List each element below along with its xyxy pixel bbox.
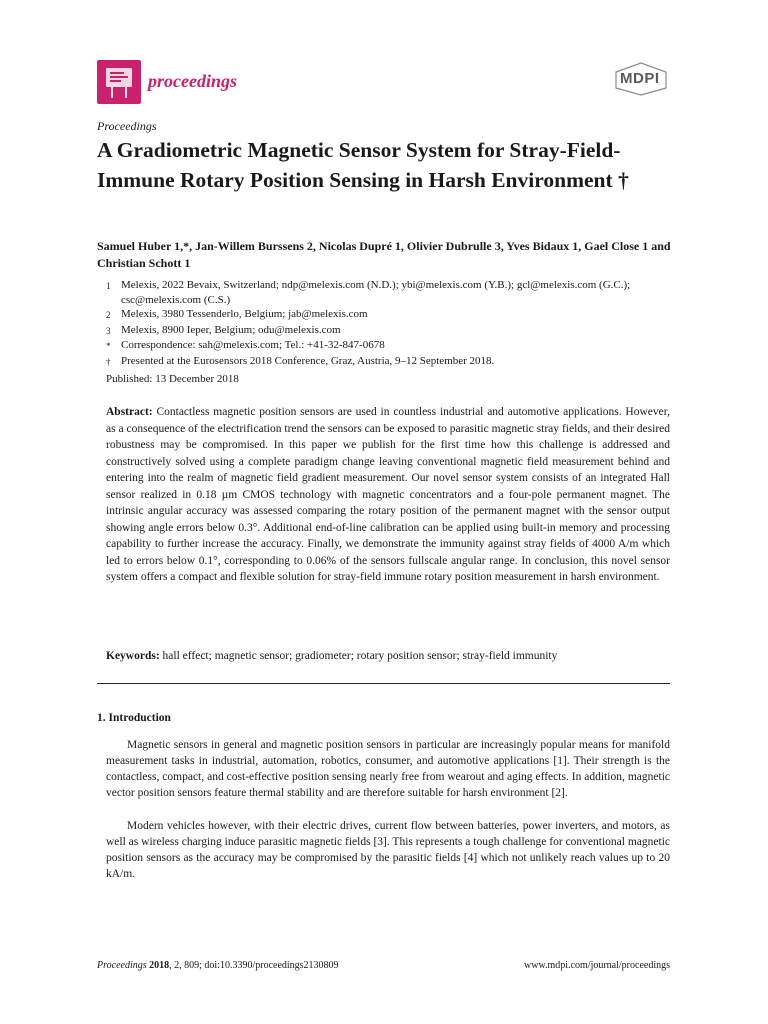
affiliation-text: Presented at the Eurosensors 2018 Conference, Graz, Austria, 9–12 September 2018. (121, 354, 495, 367)
paper-title: A Gradiometric Magnetic Sensor System for Stray-Field-Immune Rotary Position Sensing in Harsh Environment † (97, 138, 629, 192)
correspondence (106, 338, 666, 354)
abstract-label: Abstract: (106, 406, 153, 418)
affiliation-text: Melexis, 3980 Tessenderlo, Belgium; jab@melexis.com (121, 308, 368, 321)
keywords-label: Keywords: (106, 650, 160, 662)
affiliation-2 (106, 307, 666, 323)
journal-name: proceedings (148, 71, 237, 91)
affiliation-mark: 1 (106, 281, 111, 291)
conference-note (106, 354, 666, 370)
abstract (106, 404, 670, 586)
affiliation-text: Correspondence: sah@melexis.com; Tel.: +41-32-847-0678 (121, 339, 385, 352)
section-label: Proceedings (97, 119, 157, 133)
section-divider (97, 683, 670, 684)
proceedings-logo-icon (97, 60, 141, 104)
affiliations (106, 278, 666, 370)
keywords-text: hall effect; magnetic sensor; gradiometer; rotary position sensor; stray-field immunity (162, 650, 558, 662)
affiliation-text: Melexis, 8900 Ieper, Belgium; odu@melexis.com (121, 323, 341, 336)
footer-citation (97, 960, 339, 971)
affiliation-3 (106, 323, 666, 339)
affiliation-mark: * (106, 341, 111, 352)
introduction-heading: 1. Introduction (97, 712, 171, 724)
abstract-text: Contactless magnetic position sensors are used in countless industrial and automotive applications. However, as a consequence of the electrification trend the sensors can be exposed to parasitic magnetic stray fields, and their desired robustness may be compromised. In this paper we publish for the first time how this challenge is addressed and constructively solved using a complete paradigm change leaving conventional magnetic field measurement behind and entering into the realm of magnetic field gradient measurement. Our novel sensor system consists of an integrated Hall sensor realized in 0.18 µm CMOS technology with magnetic concentrators and a four-pole permanent magnet. The intrinsic angular accuracy was assessed comparing the rotary position of the permanent magnet with the sensor output showing angle errors below 0.3°. Additional end-of-line calibration can be applied using built-in memory and processing capability to further increase the accuracy. Finally, we demonstrate the immunity against stray fields of 4000 A/m which led to errors below 0.1°, corresponding to 0.06% of the sensors fullscale angular range. In conclusion, this novel sensor system offers a compact and flexible solution for stray-field immune rotary position measurement in harsh environment. (106, 406, 670, 583)
affiliation-1 (106, 278, 666, 307)
affiliation-mark: 3 (106, 325, 111, 336)
introduction-paragraph: Magnetic sensors in general and magnetic position sensors in particular are increasingly popular means for manifold measurement tasks in industrial, automation, robotics, consumer, and automotive applications [1]. Their strength is the contactless, compact, and cost-effective position sensing nearly free from wearout and aging effects. In addition, magnetic vector position sensors feature thermal stability and are therefore suitable for harsh environment [2]. (106, 739, 670, 799)
footer-journal: Proceedings (97, 960, 147, 971)
published-date: Published: 13 December 2018 (106, 373, 239, 385)
publisher-name: MDPI (620, 70, 660, 87)
author-list: Samuel Huber 1,*, Jan-Willem Burssens 2, Nicolas Dupré 1, Olivier Dubrulle 3, Yves Bidaux 1, Gael Close 1 and Christian Schott 1 (97, 239, 671, 270)
footer-url-link[interactable]: www.mdpi.com/journal/proceedings (524, 960, 670, 971)
keywords (106, 648, 670, 664)
introduction-paragraph: Modern vehicles however, with their electric drives, current flow between batteries, power inverters, and motors, as well as wireless charging induce parasitic magnetic fields [3]. This represents a tough challenge for conventional magnetic position sensors as the accuracy may be compromised by the parasitic fields [4] which not unlikely reach values up to 20 kA/m. (106, 820, 670, 880)
affiliation-mark: † (106, 356, 111, 367)
footer-year: 2018 (149, 960, 170, 971)
affiliation-text: Melexis, 2022 Bevaix, Switzerland; ndp@melexis.com (N.D.); ybi@melexis.com (Y.B.); gcl@melexis.com (G.C.); csc@melexis.com (C.S.) (121, 279, 631, 306)
footer-doi: , 2, 809; doi:10.3390/proceedings2130809 (169, 960, 339, 971)
affiliation-mark: 2 (106, 310, 111, 321)
mdpi-logo (612, 62, 670, 96)
